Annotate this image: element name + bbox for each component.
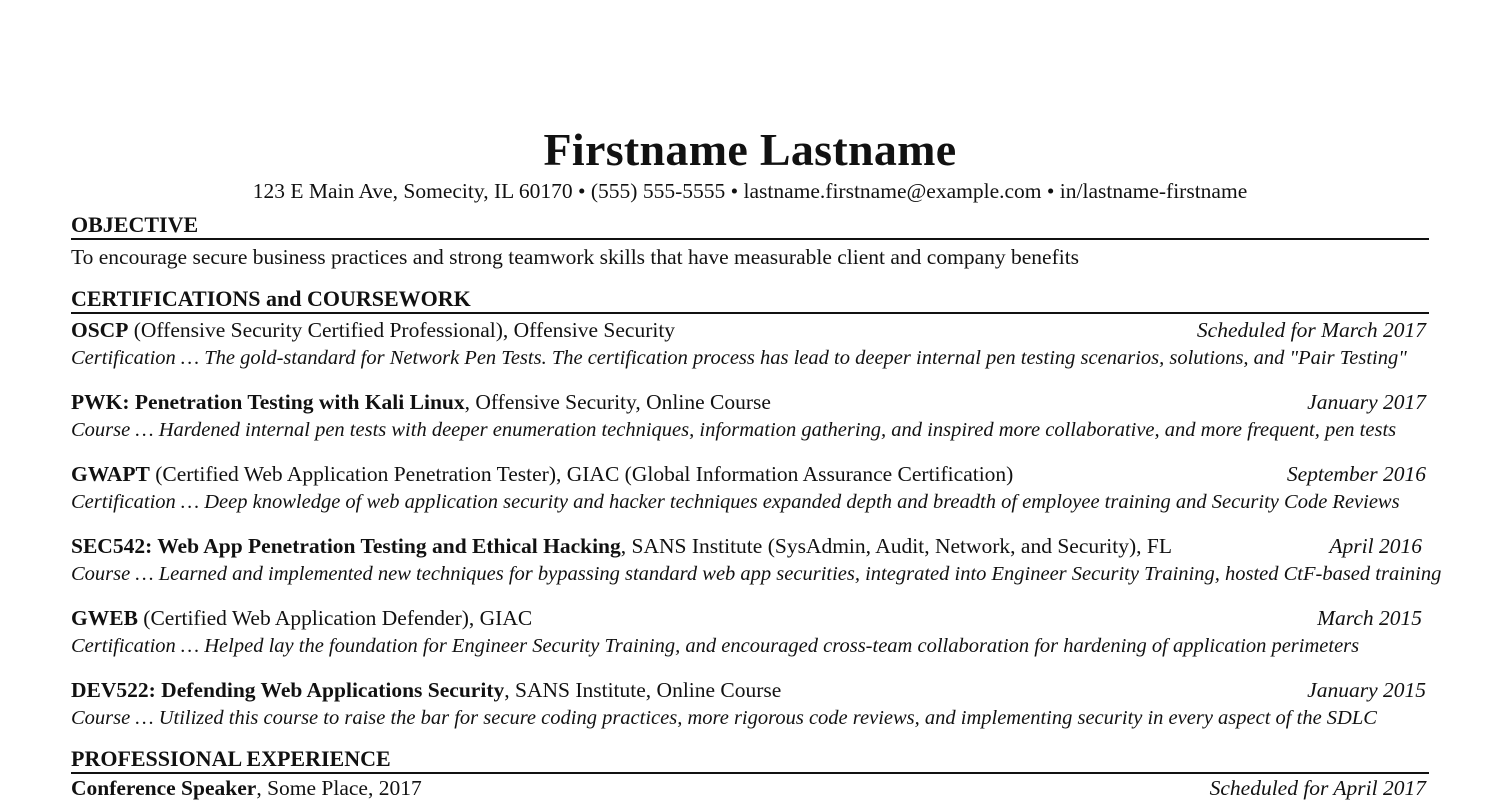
entry-detail: (Certified Web Application Penetration Tester), GIAC (Global Information Assurance Certification) [149,462,1014,486]
entry-date: April 2016 [1329,534,1422,558]
cert-entry-pwk [71,388,1426,444]
candidate-name: Firstname Lastname [543,124,957,175]
entry-date: January 2015 [1307,678,1426,702]
entry-description: Certification … Helped lay the foundation for Engineer Security Training, and encouraged cross-team collaboration for hardening of application perimeters [71,635,1360,657]
cert-entry-gwapt [71,460,1426,516]
entry-title: Conference Speaker [71,776,257,800]
entry-title: GWAPT [71,462,150,486]
cert-entry-gweb [71,604,1426,660]
entry-title: PWK: Penetration Testing with Kali Linux [71,390,465,414]
entry-title: DEV522: Defending Web Applications Security [71,678,505,702]
cert-entry-oscp [71,316,1426,372]
entry-date: Scheduled for March 2017 [1196,318,1426,342]
certifications-heading: CERTIFICATIONS and COURSEWORK [71,286,1429,314]
entry-description: Certification … Deep knowledge of web application security and hacker techniques expanded depth and breadth of employee training and Security Code Reviews [71,491,1400,513]
entry-description: Certification … The gold-standard for Network Pen Tests. The certification process has lead to deeper internal pen testing scenarios, solutions, and "Pair Testing" [71,347,1407,369]
entry-description: Course … Learned and implemented new techniques for bypassing standard web app securities, integrated into Engineer Security Training, hosted CtF-based training [71,563,1442,585]
entry-date: Scheduled for April 2017 [1209,776,1426,800]
entry-header [71,532,1426,560]
experience-entry-speaker [71,774,1426,802]
entry-detail: , Some Place, 2017 [256,776,422,800]
entry-detail: , SANS Institute, Online Course [504,678,782,702]
contact-line: 123 E Main Ave, Somecity, IL 60170 • (555) 555-5555 • lastname.firstname@example.com • in/lastname-firstname [252,179,1248,203]
entry-date: March 2015 [1317,606,1422,630]
entry-detail: , SANS Institute (SysAdmin, Audit, Network, and Security), FL [620,534,1172,558]
entry-detail: (Certified Web Application Defender), GIAC [137,606,533,630]
entry-title: GWEB [71,606,138,630]
entry-title: SEC542: Web App Penetration Testing and Ethical Hacking [71,534,621,558]
objective-heading: OBJECTIVE [71,212,1429,240]
entry-header [71,316,1426,344]
entry-date: September 2016 [1286,462,1426,486]
entry-header [71,604,1426,632]
entry-header [71,388,1426,416]
experience-heading: PROFESSIONAL EXPERIENCE [71,746,1429,774]
entry-detail: , Offensive Security, Online Course [464,390,771,414]
entry-title: OSCP [71,318,129,342]
entry-header [71,774,1426,802]
entry-header [71,460,1426,488]
cert-entry-dev522 [71,676,1426,732]
objective-text: To encourage secure business practices and strong teamwork skills that have measurable client and company benefits [71,245,1080,269]
entry-description: Course … Utilized this course to raise the bar for secure coding practices, more rigorous code reviews, and implementing security in every aspect of the SDLC [71,707,1377,729]
entry-detail: (Offensive Security Certified Professional), Offensive Security [128,318,676,342]
cert-entry-sec542 [71,532,1442,588]
entry-description: Course … Hardened internal pen tests with deeper enumeration techniques, information gathering, and inspired more collaborative, and more frequent, pen tests [71,419,1397,441]
entry-header [71,676,1426,704]
entry-date: January 2017 [1307,390,1426,414]
